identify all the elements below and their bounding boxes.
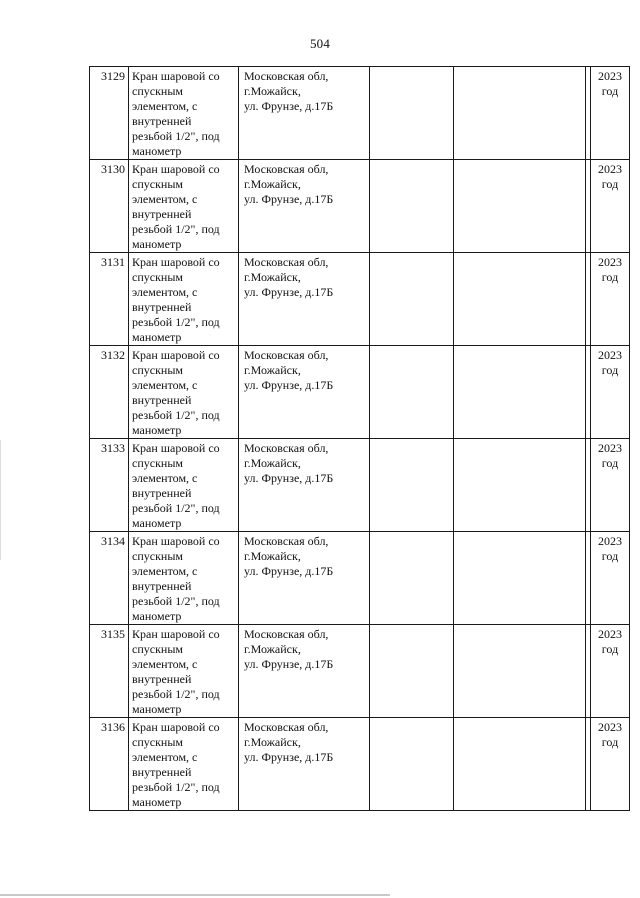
scan-artifact-line <box>0 894 390 896</box>
address-cell <box>239 625 370 718</box>
address: Московская обл, г.Можайск, ул. Фрунзе, д.17Б <box>244 627 334 671</box>
page-number: 504 <box>309 36 331 51</box>
item-name: Кран шаровой со спускным элементом, с внутренней резьбой 1/2", под манометр <box>132 534 220 623</box>
address: Московская обл, г.Можайск, ул. Фрунзе, д.17Б <box>244 441 334 485</box>
row-number: 3131 <box>101 255 125 269</box>
empty-cell <box>370 439 454 532</box>
year-cell <box>591 532 630 625</box>
item-name-cell <box>129 532 239 625</box>
year: 2023 год <box>598 255 622 284</box>
address-cell <box>239 67 370 160</box>
address: Московская обл, г.Можайск, ул. Фрунзе, д.17Б <box>244 534 334 578</box>
item-name-cell <box>129 718 239 811</box>
item-name: Кран шаровой со спускным элементом, с внутренней резьбой 1/2", под манометр <box>132 255 220 344</box>
empty-cell <box>454 625 586 718</box>
year: 2023 год <box>598 534 622 563</box>
empty-cell <box>454 253 586 346</box>
item-name: Кран шаровой со спускным элементом, с внутренней резьбой 1/2", под манометр <box>132 441 220 530</box>
empty-cell <box>370 67 454 160</box>
row-number-cell <box>90 625 129 718</box>
registry-table-body <box>90 67 630 811</box>
address: Московская обл, г.Можайск, ул. Фрунзе, д.17Б <box>244 348 334 392</box>
year-cell <box>591 346 630 439</box>
table-row <box>90 439 630 532</box>
row-number: 3129 <box>101 69 125 83</box>
table-row <box>90 253 630 346</box>
registry-table <box>89 66 630 811</box>
empty-cell <box>370 346 454 439</box>
item-name-cell <box>129 67 239 160</box>
item-name: Кран шаровой со спускным элементом, с внутренней резьбой 1/2", под манометр <box>132 627 220 716</box>
address: Московская обл, г.Можайск, ул. Фрунзе, д.17Б <box>244 255 334 299</box>
empty-cell <box>454 532 586 625</box>
year-cell <box>591 718 630 811</box>
table-row <box>90 160 630 253</box>
item-name-cell <box>129 625 239 718</box>
row-number: 3130 <box>101 162 125 176</box>
year-cell <box>591 67 630 160</box>
row-number-cell <box>90 718 129 811</box>
row-number-cell <box>90 160 129 253</box>
row-number: 3134 <box>101 534 125 548</box>
row-number-cell <box>90 253 129 346</box>
item-name: Кран шаровой со спускным элементом, с внутренней резьбой 1/2", под манометр <box>132 69 220 158</box>
year: 2023 год <box>598 69 622 98</box>
address: Московская обл, г.Можайск, ул. Фрунзе, д.17Б <box>244 69 334 113</box>
empty-cell <box>370 718 454 811</box>
year: 2023 год <box>598 162 622 191</box>
row-number: 3136 <box>101 720 125 734</box>
empty-cell <box>454 67 586 160</box>
empty-cell <box>454 346 586 439</box>
address: Московская обл, г.Можайск, ул. Фрунзе, д.17Б <box>244 162 334 206</box>
year: 2023 год <box>598 627 622 656</box>
table-row <box>90 718 630 811</box>
empty-cell <box>370 253 454 346</box>
table-row <box>90 346 630 439</box>
item-name-cell <box>129 253 239 346</box>
year: 2023 год <box>598 720 622 749</box>
item-name-cell <box>129 160 239 253</box>
address-cell <box>239 439 370 532</box>
item-name-cell <box>129 346 239 439</box>
row-number-cell <box>90 346 129 439</box>
year: 2023 год <box>598 348 622 377</box>
item-name: Кран шаровой со спускным элементом, с внутренней резьбой 1/2", под манометр <box>132 348 220 437</box>
address: Московская обл, г.Можайск, ул. Фрунзе, д.17Б <box>244 720 334 764</box>
year-cell <box>591 439 630 532</box>
row-number-cell <box>90 532 129 625</box>
address-cell <box>239 532 370 625</box>
address-cell <box>239 160 370 253</box>
address-cell <box>239 718 370 811</box>
year-cell <box>591 253 630 346</box>
empty-cell <box>454 439 586 532</box>
row-number-cell <box>90 439 129 532</box>
row-number: 3135 <box>101 627 125 641</box>
address-cell <box>239 253 370 346</box>
year: 2023 год <box>598 441 622 470</box>
empty-cell <box>370 625 454 718</box>
empty-cell <box>370 532 454 625</box>
table-row <box>90 67 630 160</box>
year-cell <box>591 625 630 718</box>
year-cell <box>591 160 630 253</box>
empty-cell <box>454 718 586 811</box>
row-number: 3132 <box>101 348 125 362</box>
empty-cell <box>454 160 586 253</box>
table-row <box>90 625 630 718</box>
row-number-cell <box>90 67 129 160</box>
scan-artifact-line <box>0 440 1 560</box>
table-row <box>90 532 630 625</box>
item-name-cell <box>129 439 239 532</box>
item-name: Кран шаровой со спускным элементом, с внутренней резьбой 1/2", под манометр <box>132 162 220 251</box>
item-name: Кран шаровой со спускным элементом, с внутренней резьбой 1/2", под манометр <box>132 720 220 809</box>
row-number: 3133 <box>101 441 125 455</box>
address-cell <box>239 346 370 439</box>
empty-cell <box>370 160 454 253</box>
